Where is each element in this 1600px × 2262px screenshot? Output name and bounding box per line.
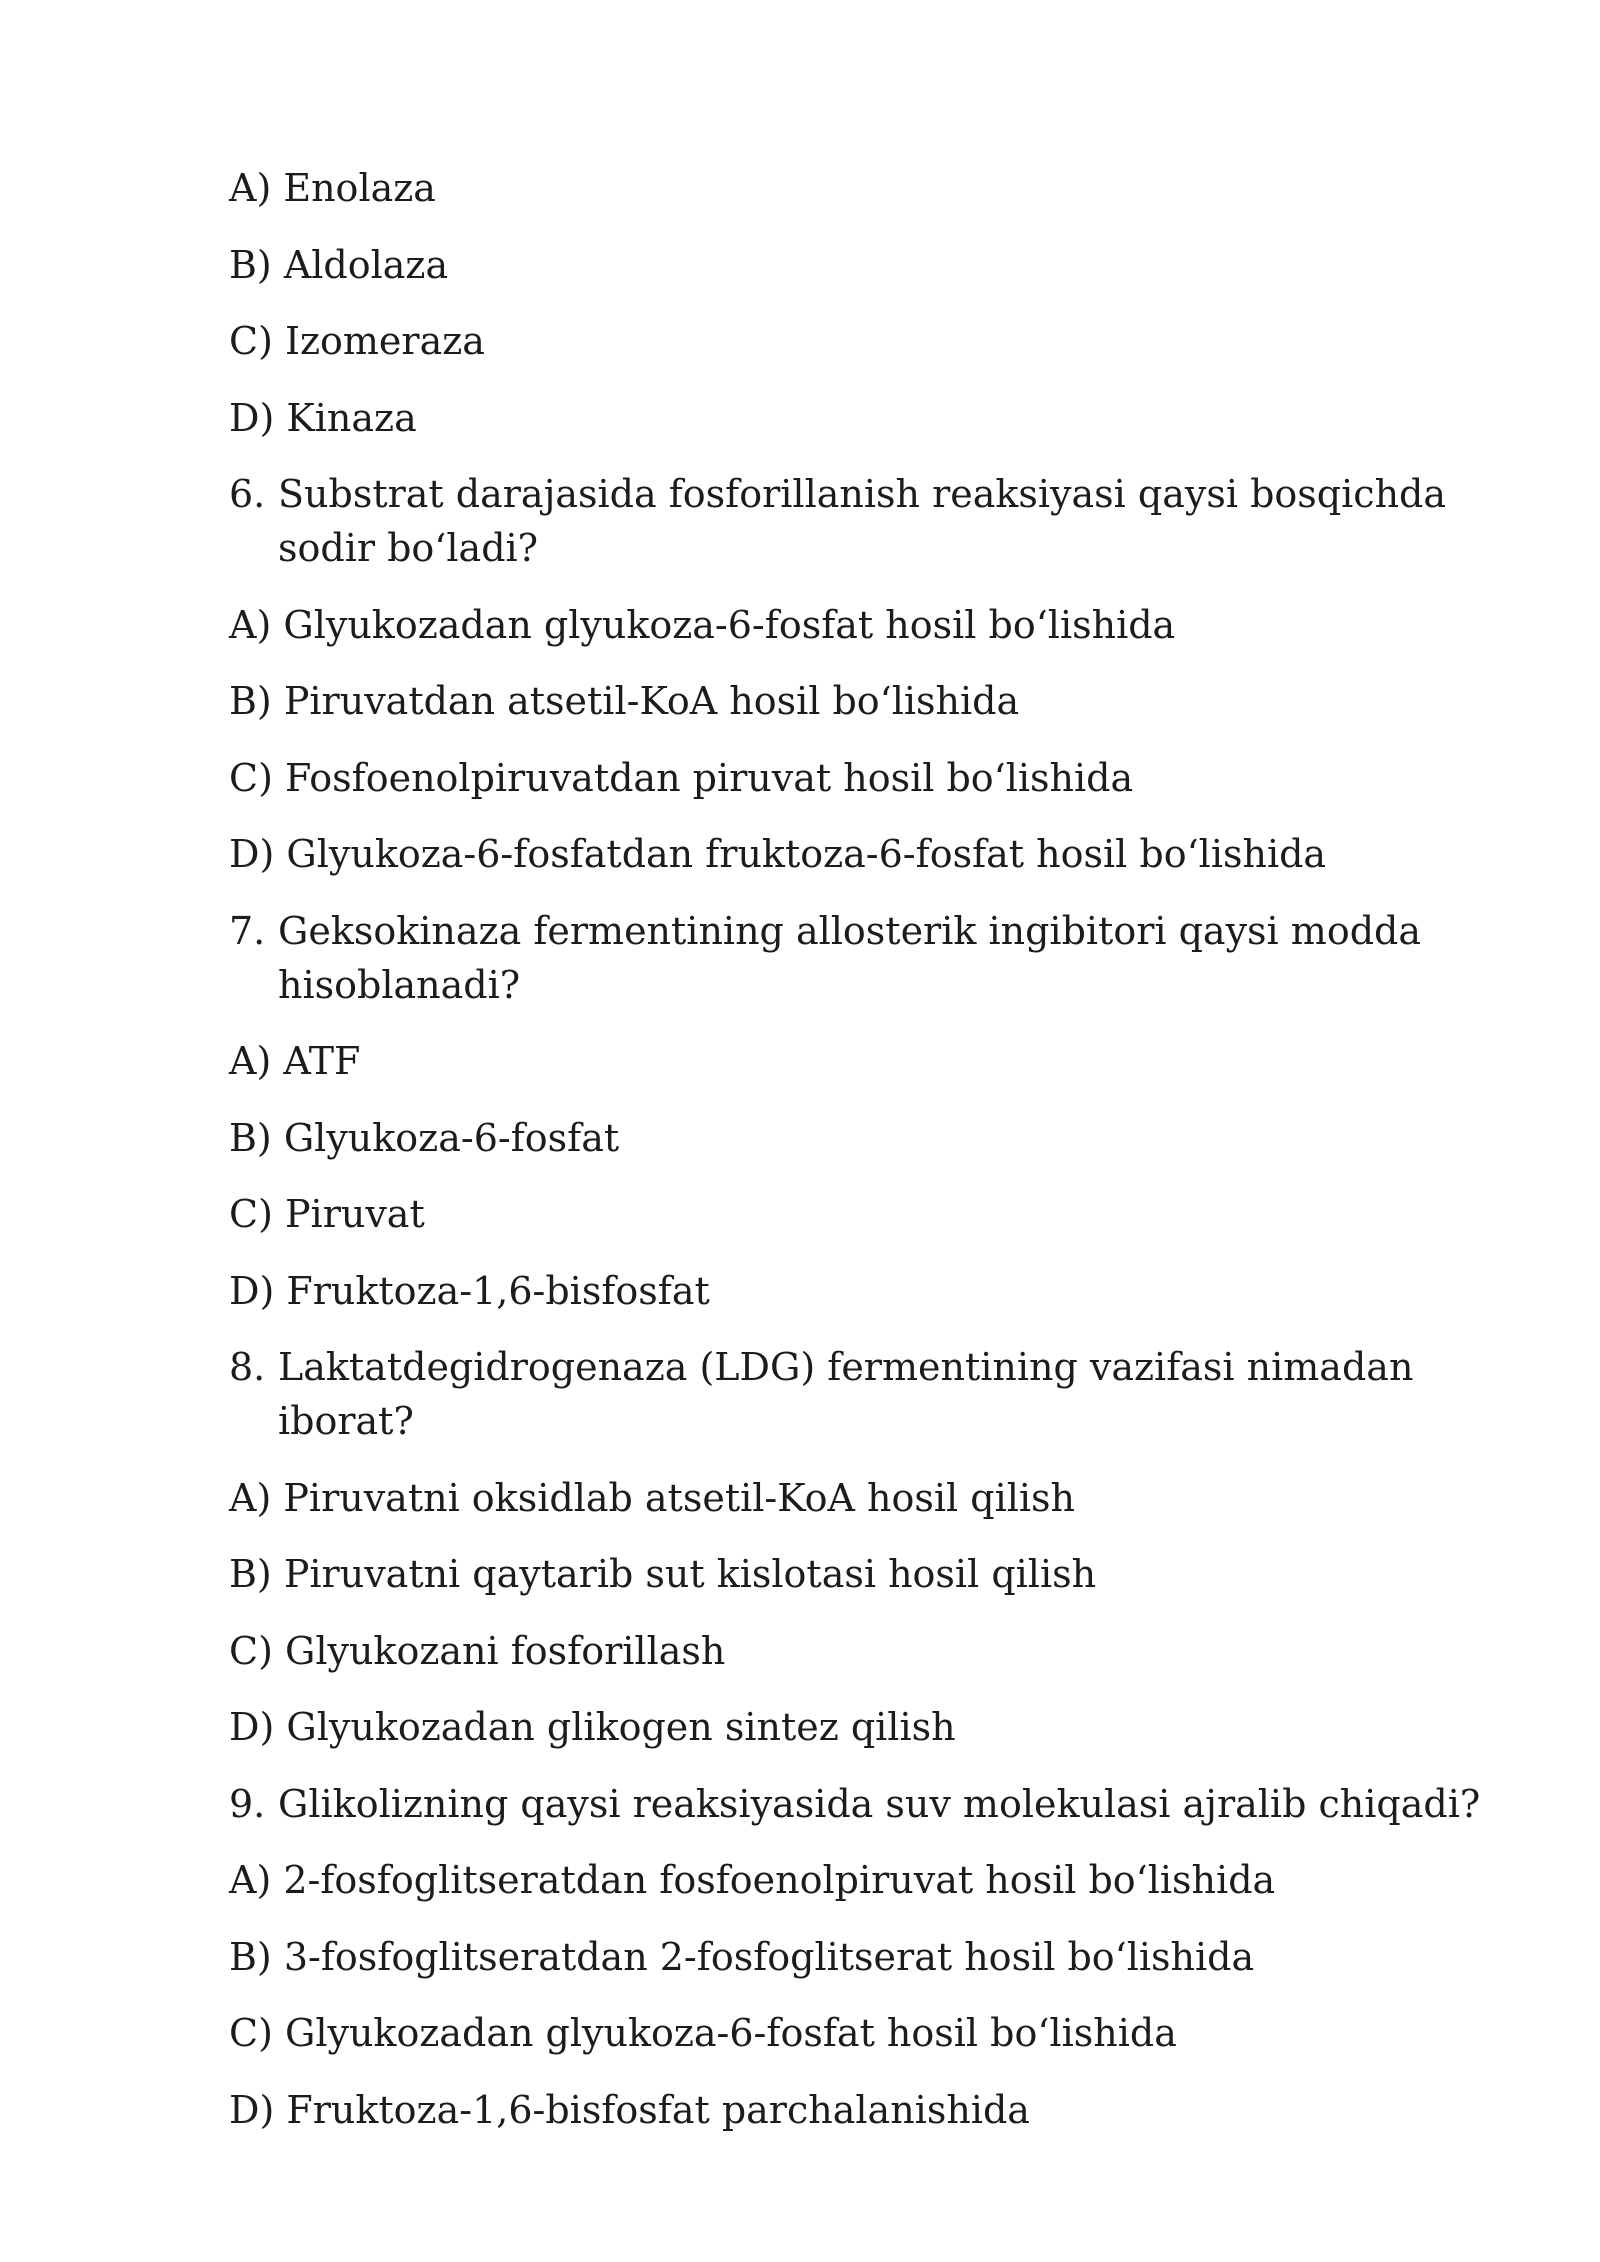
answer-option: A) 2-fosfoglitseratdan fosfoenolpiruvat hosil boʻlishida (229, 1858, 1276, 1902)
answer-option: A) Glyukozadan glyukoza-6-fosfat hosil boʻlishida (229, 602, 1176, 647)
question-text: Laktatdegidrogenaza (LDG) fermentining vazifasi nimadan iborat? (278, 1345, 1414, 1443)
question-number: 8. (229, 1345, 266, 1389)
question-text: Substrat darajasida fosforillanish reaksiyasi qaysi bosqichda sodir boʻladi? (278, 472, 1447, 570)
question-number: 9. (229, 1781, 266, 1826)
answer-option: C) Izomeraza (229, 319, 485, 363)
answer-option: A) ATF (229, 1039, 361, 1083)
answer-option: D) Fruktoza-1,6-bisfosfat (229, 1268, 710, 1313)
answer-option: B) Piruvatdan atsetil-KoA hosil boʻlishida (229, 679, 1020, 723)
question-text: Geksokinaza fermentining allosterik ingibitori qaysi modda hisoblanadi? (278, 908, 1422, 1007)
answer-option: A) Piruvatni oksidlab atsetil-KoA hosil qilish (229, 1475, 1076, 1520)
answer-option: B) Piruvatni qaytarib sut kislotasi hosil qilish (229, 1552, 1097, 1596)
answer-option: C) Piruvat (229, 1192, 425, 1236)
document-content (229, 150, 1499, 2148)
question-number: 7. (229, 908, 266, 953)
answer-option: B) Glyukoza-6-fosfat (229, 1115, 620, 1160)
answer-option: A) Enolaza (229, 166, 436, 210)
question-text: Glikolizning qaysi reaksiyasida suv molekulasi ajralib chiqadi? (278, 1781, 1481, 1826)
answer-option: D) Glyukozadan glikogen sintez qilish (229, 1705, 956, 1749)
answer-option: C) Glyukozadan glyukoza-6-fosfat hosil boʻlishida (229, 2011, 1177, 2055)
answer-option: C) Glyukozani fosforillash (229, 1628, 726, 1673)
answer-option: D) Kinaza (229, 395, 417, 440)
answer-option: D) Fruktoza-1,6-bisfosfat parchalanishida (229, 2087, 1030, 2132)
question-number: 6. (229, 472, 266, 516)
question-7 (229, 893, 1499, 1024)
question-8 (229, 1329, 1499, 1460)
answer-option: C) Fosfoenolpiruvatdan piruvat hosil boʻlishida (229, 755, 1134, 800)
answer-option: D) Glyukoza-6-fosfatdan fruktoza-6-fosfat hosil boʻlishida (229, 832, 1327, 876)
question-9 (229, 1766, 1499, 1843)
question-6 (229, 456, 1499, 587)
answer-option: B) Aldolaza (229, 242, 449, 287)
answer-option: B) 3-fosfoglitseratdan 2-fosfoglitserat hosil boʻlishida (229, 1934, 1255, 1979)
